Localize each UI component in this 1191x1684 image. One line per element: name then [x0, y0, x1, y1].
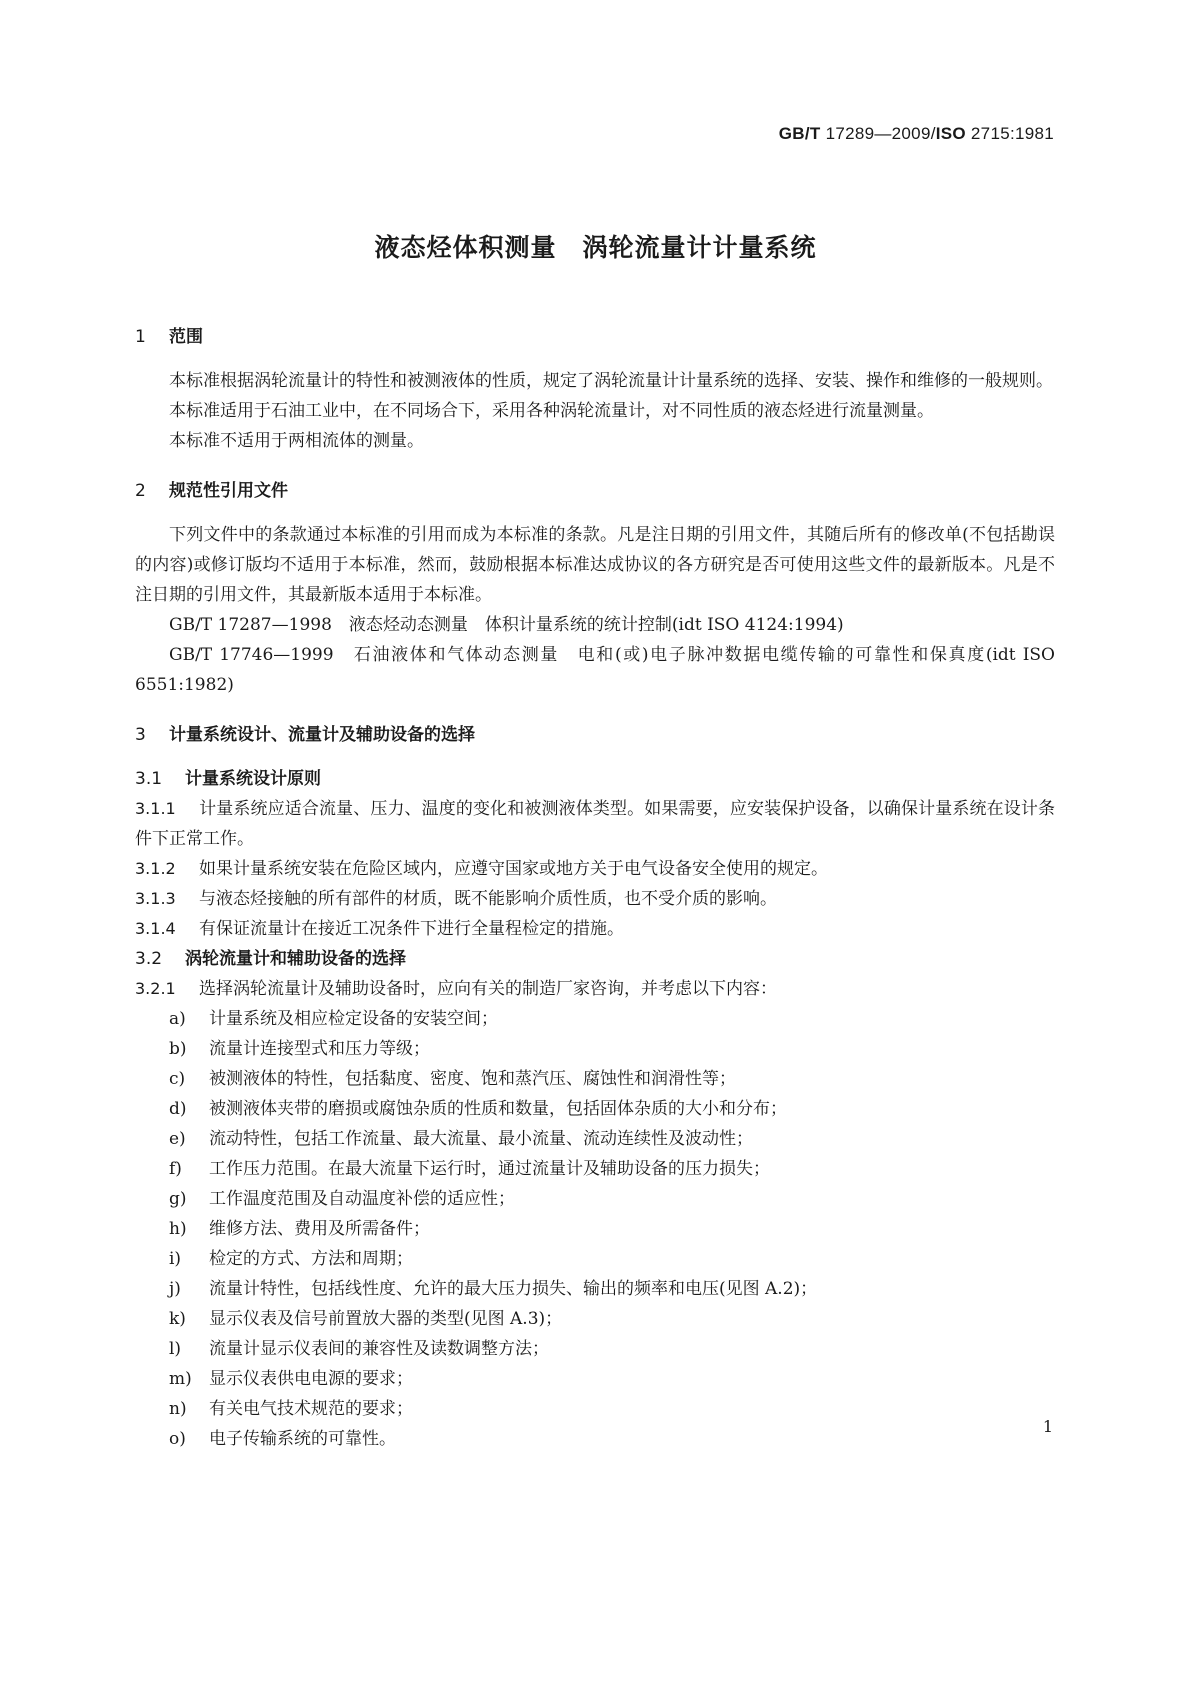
section-title: 规范性引用文件 — [169, 481, 288, 501]
section-number: 1 — [135, 327, 146, 347]
clause-text: 与液态烃接触的所有部件的材质，既不能影响介质性质，也不受介质的影响。 — [199, 889, 777, 909]
section-title: 范围 — [169, 327, 203, 347]
clause-number: 3.1.4 — [135, 919, 176, 938]
list-item-label: k) — [169, 1309, 186, 1329]
clause-3-1-3 — [135, 884, 1055, 914]
section-number: 3 — [135, 725, 146, 745]
list-item-label: b) — [169, 1039, 187, 1059]
list-item-label: g) — [169, 1189, 187, 1209]
clause-text: 选择涡轮流量计及辅助设备时，应向有关的制造厂家咨询，并考虑以下内容： — [199, 979, 777, 999]
list-item-text: 检定的方式、方法和周期； — [209, 1249, 413, 1269]
list-item — [135, 1394, 1055, 1424]
list-item — [135, 1364, 1055, 1394]
page-number: 1 — [1042, 1417, 1053, 1436]
section-3-2-heading — [135, 944, 1055, 974]
section-2-paragraph-1: 下列文件中的条款通过本标准的引用而成为本标准的条款。凡是注日期的引用文件，其随后所有的修改单(不包括勘误的内容)或修订版均不适用于本标准，然而，鼓励根据本标准达成协议的各方研究是否可使用这些文件的最新版本。凡是不注日期的引用文件，其最新版本适用于本标准。 — [135, 525, 1055, 605]
code-iso: ISO — [935, 124, 966, 143]
code-prefix: GB/T — [778, 124, 821, 143]
list-item — [135, 1214, 1055, 1244]
section-1-paragraph-2: 本标准适用于石油工业中，在不同场合下，采用各种涡轮流量计，对不同性质的液态烃进行流量测量。 — [169, 401, 934, 421]
list-item-text: 流量计显示仪表间的兼容性及读数调整方法； — [209, 1339, 549, 1359]
list-item-text: 工作温度范围及自动温度补偿的适应性； — [209, 1189, 515, 1209]
reference-2: GB/T 17746—1999 石油液体和气体动态测量 电和(或)电子脉冲数据电缆传输的可靠性和保真度(idt ISO 6551:1982) — [135, 645, 1055, 695]
section-number: 2 — [135, 481, 146, 501]
list-item — [135, 1034, 1055, 1064]
list-item-label: o) — [169, 1429, 186, 1449]
list-item — [135, 1064, 1055, 1094]
list-item-text: 流量计连接型式和压力等级； — [209, 1039, 430, 1059]
clause-number: 3.2.1 — [135, 979, 176, 998]
reference-1: GB/T 17287—1998 液态烃动态测量 体积计量系统的统计控制(idt ISO 4124:1994) — [169, 615, 844, 635]
code-iso-number: 2715:1981 — [965, 124, 1054, 143]
list-item-label: j) — [169, 1279, 181, 1299]
list-item — [135, 1334, 1055, 1364]
list-item-text: 显示仪表及信号前置放大器的类型(见图 A.3)； — [209, 1309, 563, 1329]
clause-text: 计量系统应适合流量、压力、温度的变化和被测液体类型。如果需要，应安装保护设备，以确保计量系统在设计条件下正常工作。 — [135, 799, 1055, 849]
list-item-text: 显示仪表供电电源的要求； — [209, 1369, 413, 1389]
standard-code — [779, 124, 1054, 144]
code-number: 17289—2009/ — [820, 124, 936, 143]
list-item — [135, 1154, 1055, 1184]
clause-3-1-2 — [135, 854, 1055, 884]
list-item-label: d) — [169, 1099, 187, 1119]
clause-number: 3.1.1 — [135, 799, 176, 818]
section-1-paragraph-3: 本标准不适用于两相流体的测量。 — [169, 431, 424, 451]
section-3-heading — [135, 720, 1055, 750]
section-title: 计量系统设计、流量计及辅助设备的选择 — [169, 725, 475, 745]
list-item-label: l) — [169, 1339, 182, 1359]
list-item — [135, 1094, 1055, 1124]
subsection-title: 涡轮流量计和辅助设备的选择 — [185, 949, 406, 969]
list-item-text: 工作压力范围。在最大流量下运行时，通过流量计及辅助设备的压力损失； — [209, 1159, 770, 1179]
list-item-text: 流动特性，包括工作流量、最大流量、最小流量、流动连续性及波动性； — [209, 1129, 753, 1149]
list-item — [135, 1124, 1055, 1154]
list-item-label: f) — [169, 1159, 182, 1179]
list-item-label: n) — [169, 1399, 187, 1419]
clause-number: 3.1.3 — [135, 889, 176, 908]
list-item — [135, 1244, 1055, 1274]
list-item-label: e) — [169, 1129, 186, 1149]
list-item-text: 被测液体的特性，包括黏度、密度、饱和蒸汽压、腐蚀性和润滑性等； — [209, 1069, 736, 1089]
section-1-heading — [135, 322, 1055, 352]
subsection-number: 3.2 — [135, 949, 163, 969]
list-item — [135, 1274, 1055, 1304]
clause-3-2-1 — [135, 974, 1055, 1004]
list-item-label: h) — [169, 1219, 187, 1239]
list-item-text: 流量计特性，包括线性度、允许的最大压力损失、输出的频率和电压(见图 A.2)； — [209, 1279, 818, 1299]
list-item-label: c) — [169, 1069, 186, 1089]
clause-3-1-1 — [135, 794, 1055, 854]
list-item-text: 电子传输系统的可靠性。 — [209, 1429, 396, 1449]
list-item-label: m) — [169, 1369, 192, 1389]
clause-number: 3.1.2 — [135, 859, 176, 878]
list-item — [135, 1184, 1055, 1214]
list-item-text: 维修方法、费用及所需备件； — [209, 1219, 430, 1239]
list-item-text: 有关电气技术规范的要求； — [209, 1399, 413, 1419]
list-item-text: 计量系统及相应检定设备的安装空间； — [209, 1009, 498, 1029]
list-item-label: a) — [169, 1009, 186, 1029]
section-2-heading — [135, 476, 1055, 506]
subsection-title: 计量系统设计原则 — [185, 769, 321, 789]
list-item-label: i) — [169, 1249, 182, 1269]
list-item — [135, 1424, 1055, 1454]
clause-text: 有保证流量计在接近工况条件下进行全量程检定的措施。 — [199, 919, 624, 939]
clause-text: 如果计量系统安装在危险区域内，应遵守国家或地方关于电气设备安全使用的规定。 — [199, 859, 828, 879]
section-3-1-heading — [135, 764, 1055, 794]
list-item — [135, 1004, 1055, 1034]
document-title: 液态烃体积测量 涡轮流量计计量系统 — [374, 233, 817, 262]
list-item-text: 被测液体夹带的磨损或腐蚀杂质的性质和数量，包括固体杂质的大小和分布； — [209, 1099, 787, 1119]
list-items — [135, 1004, 1055, 1454]
document-body — [135, 322, 1055, 1454]
subsection-number: 3.1 — [135, 769, 163, 789]
section-1-paragraph-1: 本标准根据涡轮流量计的特性和被测液体的性质，规定了涡轮流量计计量系统的选择、安装、操作和维修的一般规则。 — [169, 371, 1053, 391]
list-item — [135, 1304, 1055, 1334]
clause-3-1-4 — [135, 914, 1055, 944]
